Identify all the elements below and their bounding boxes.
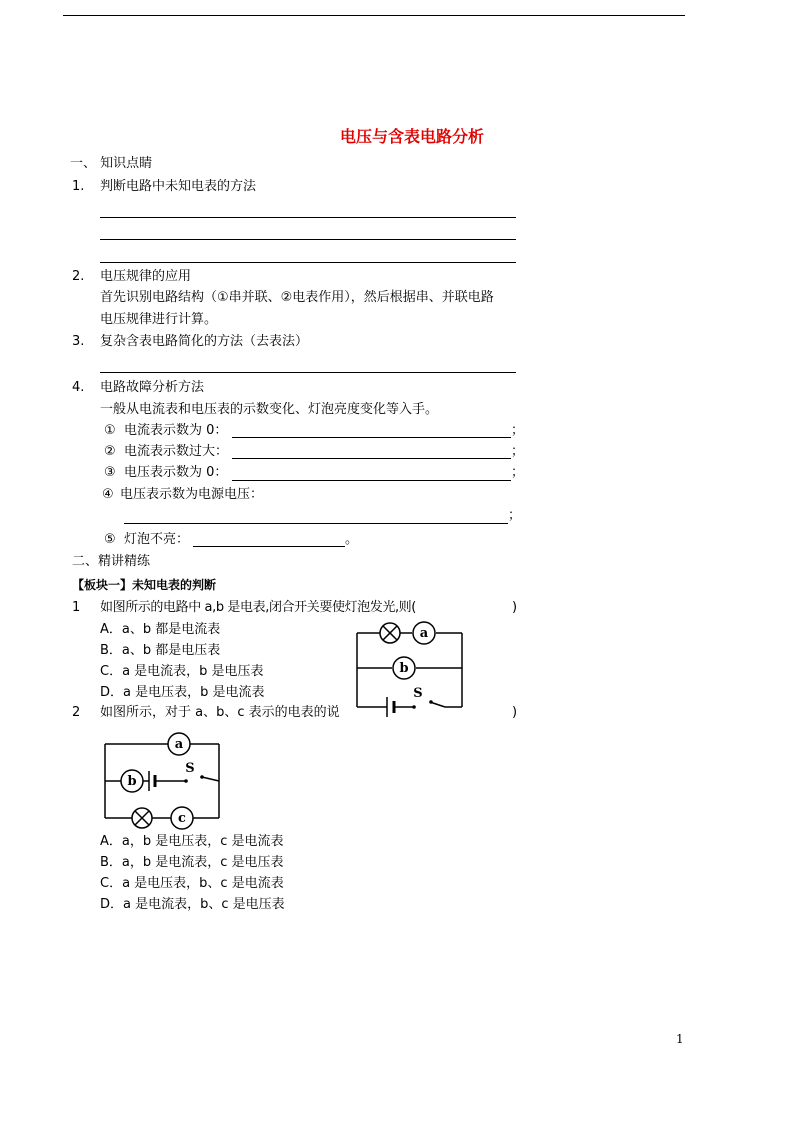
sub4-end: ； [508, 508, 522, 523]
item4-body: 一般从电流表和电压表的示数变化、灯泡亮度变化等入手。 [100, 402, 439, 417]
item2-body2: 电压规律进行计算。 [100, 312, 218, 327]
answer-line [232, 437, 511, 438]
q1-num: 1 [72, 600, 81, 615]
section2-heading: 二、精讲精练 [72, 554, 151, 569]
block1-heading: 【板块一】未知电表的判断 [72, 578, 217, 592]
item1-text: 判断电路中未知电表的方法 [100, 179, 257, 194]
page-title: 电压与含表电路分析 [340, 127, 485, 146]
switch-label: S [185, 761, 195, 776]
sub5-text: 灯泡不亮： [124, 532, 190, 547]
sub2-mark: ② [104, 444, 116, 459]
answer-line [232, 458, 511, 459]
q2-option-d: D．a 是电流表，b、c 是电压表 [100, 897, 285, 912]
item3-text: 复杂含表电路简化的方法（去表法） [100, 334, 309, 349]
answer-line [100, 372, 516, 373]
sub5-end: 。 [345, 532, 359, 547]
answer-line [100, 239, 516, 240]
sub1-mark: ① [104, 423, 116, 438]
header-rule [63, 15, 685, 16]
meter-a-label: a [419, 626, 429, 641]
section1-heading: 一、 知识点睛 [70, 156, 153, 171]
sub2-end: ； [511, 444, 525, 459]
meter-c-label: c [178, 811, 186, 826]
answer-line [100, 217, 516, 218]
q2-stem: 如图所示，对于 a、b、c 表示的电表的说 [100, 705, 340, 720]
sub4-mark: ④ [102, 487, 114, 502]
q2-option-c: C．a 是电压表，b、c 是电流表 [100, 876, 284, 891]
q1-option-a: A．a、b 都是电流表 [100, 622, 221, 637]
sub2-text: 电流表示数过大： [124, 444, 229, 459]
sub1-end: ； [511, 423, 525, 438]
sub3-mark: ③ [104, 465, 116, 480]
answer-line [193, 546, 345, 547]
sub1-text: 电流表示数为 0： [124, 423, 228, 438]
q1-option-d: D．a 是电压表，b 是电流表 [100, 685, 265, 700]
q2-paren-close: ) [512, 705, 518, 720]
page-number: 1 [676, 1032, 684, 1046]
q1-paren-close: ) [512, 600, 518, 615]
item2-text: 电压规律的应用 [100, 269, 192, 284]
item4-num: 4. [72, 380, 85, 395]
circuit-diagram-1 [352, 617, 472, 717]
answer-line [232, 480, 511, 481]
sub3-end: ； [511, 465, 525, 480]
q1-option-b: B．a、b 都是电压表 [100, 643, 221, 658]
q2-num: 2 [72, 705, 81, 720]
sub4-text: 电压表示数为电源电压： [120, 487, 264, 502]
sub3-text: 电压表示数为 0： [124, 465, 228, 480]
meter-b-label: b [127, 774, 137, 789]
item2-body1: 首先识别电路结构（①串并联、②电表作用），然后根据串、并联电路 [100, 290, 494, 305]
q1-option-c: C．a 是电流表，b 是电压表 [100, 664, 264, 679]
answer-line [100, 262, 516, 263]
q2-option-a: A．a，b 是电压表，c 是电流表 [100, 834, 284, 849]
meter-b-label: b [399, 661, 409, 676]
circuit-diagram-2 [100, 734, 225, 824]
sub5-mark: ⑤ [104, 532, 116, 547]
q2-option-b: B．a，b 是电流表，c 是电压表 [100, 855, 284, 870]
item4-text: 电路故障分析方法 [100, 380, 205, 395]
item2-num: 2. [72, 269, 85, 284]
switch-label: S [413, 686, 423, 701]
item1-num: 1. [72, 179, 85, 194]
answer-line [124, 523, 508, 524]
item3-num: 3. [72, 334, 85, 349]
meter-a-label: a [174, 737, 184, 752]
q1-stem: 如图所示的电路中 a,b 是电表,闭合开关要使灯泡发光,则( [100, 600, 416, 615]
